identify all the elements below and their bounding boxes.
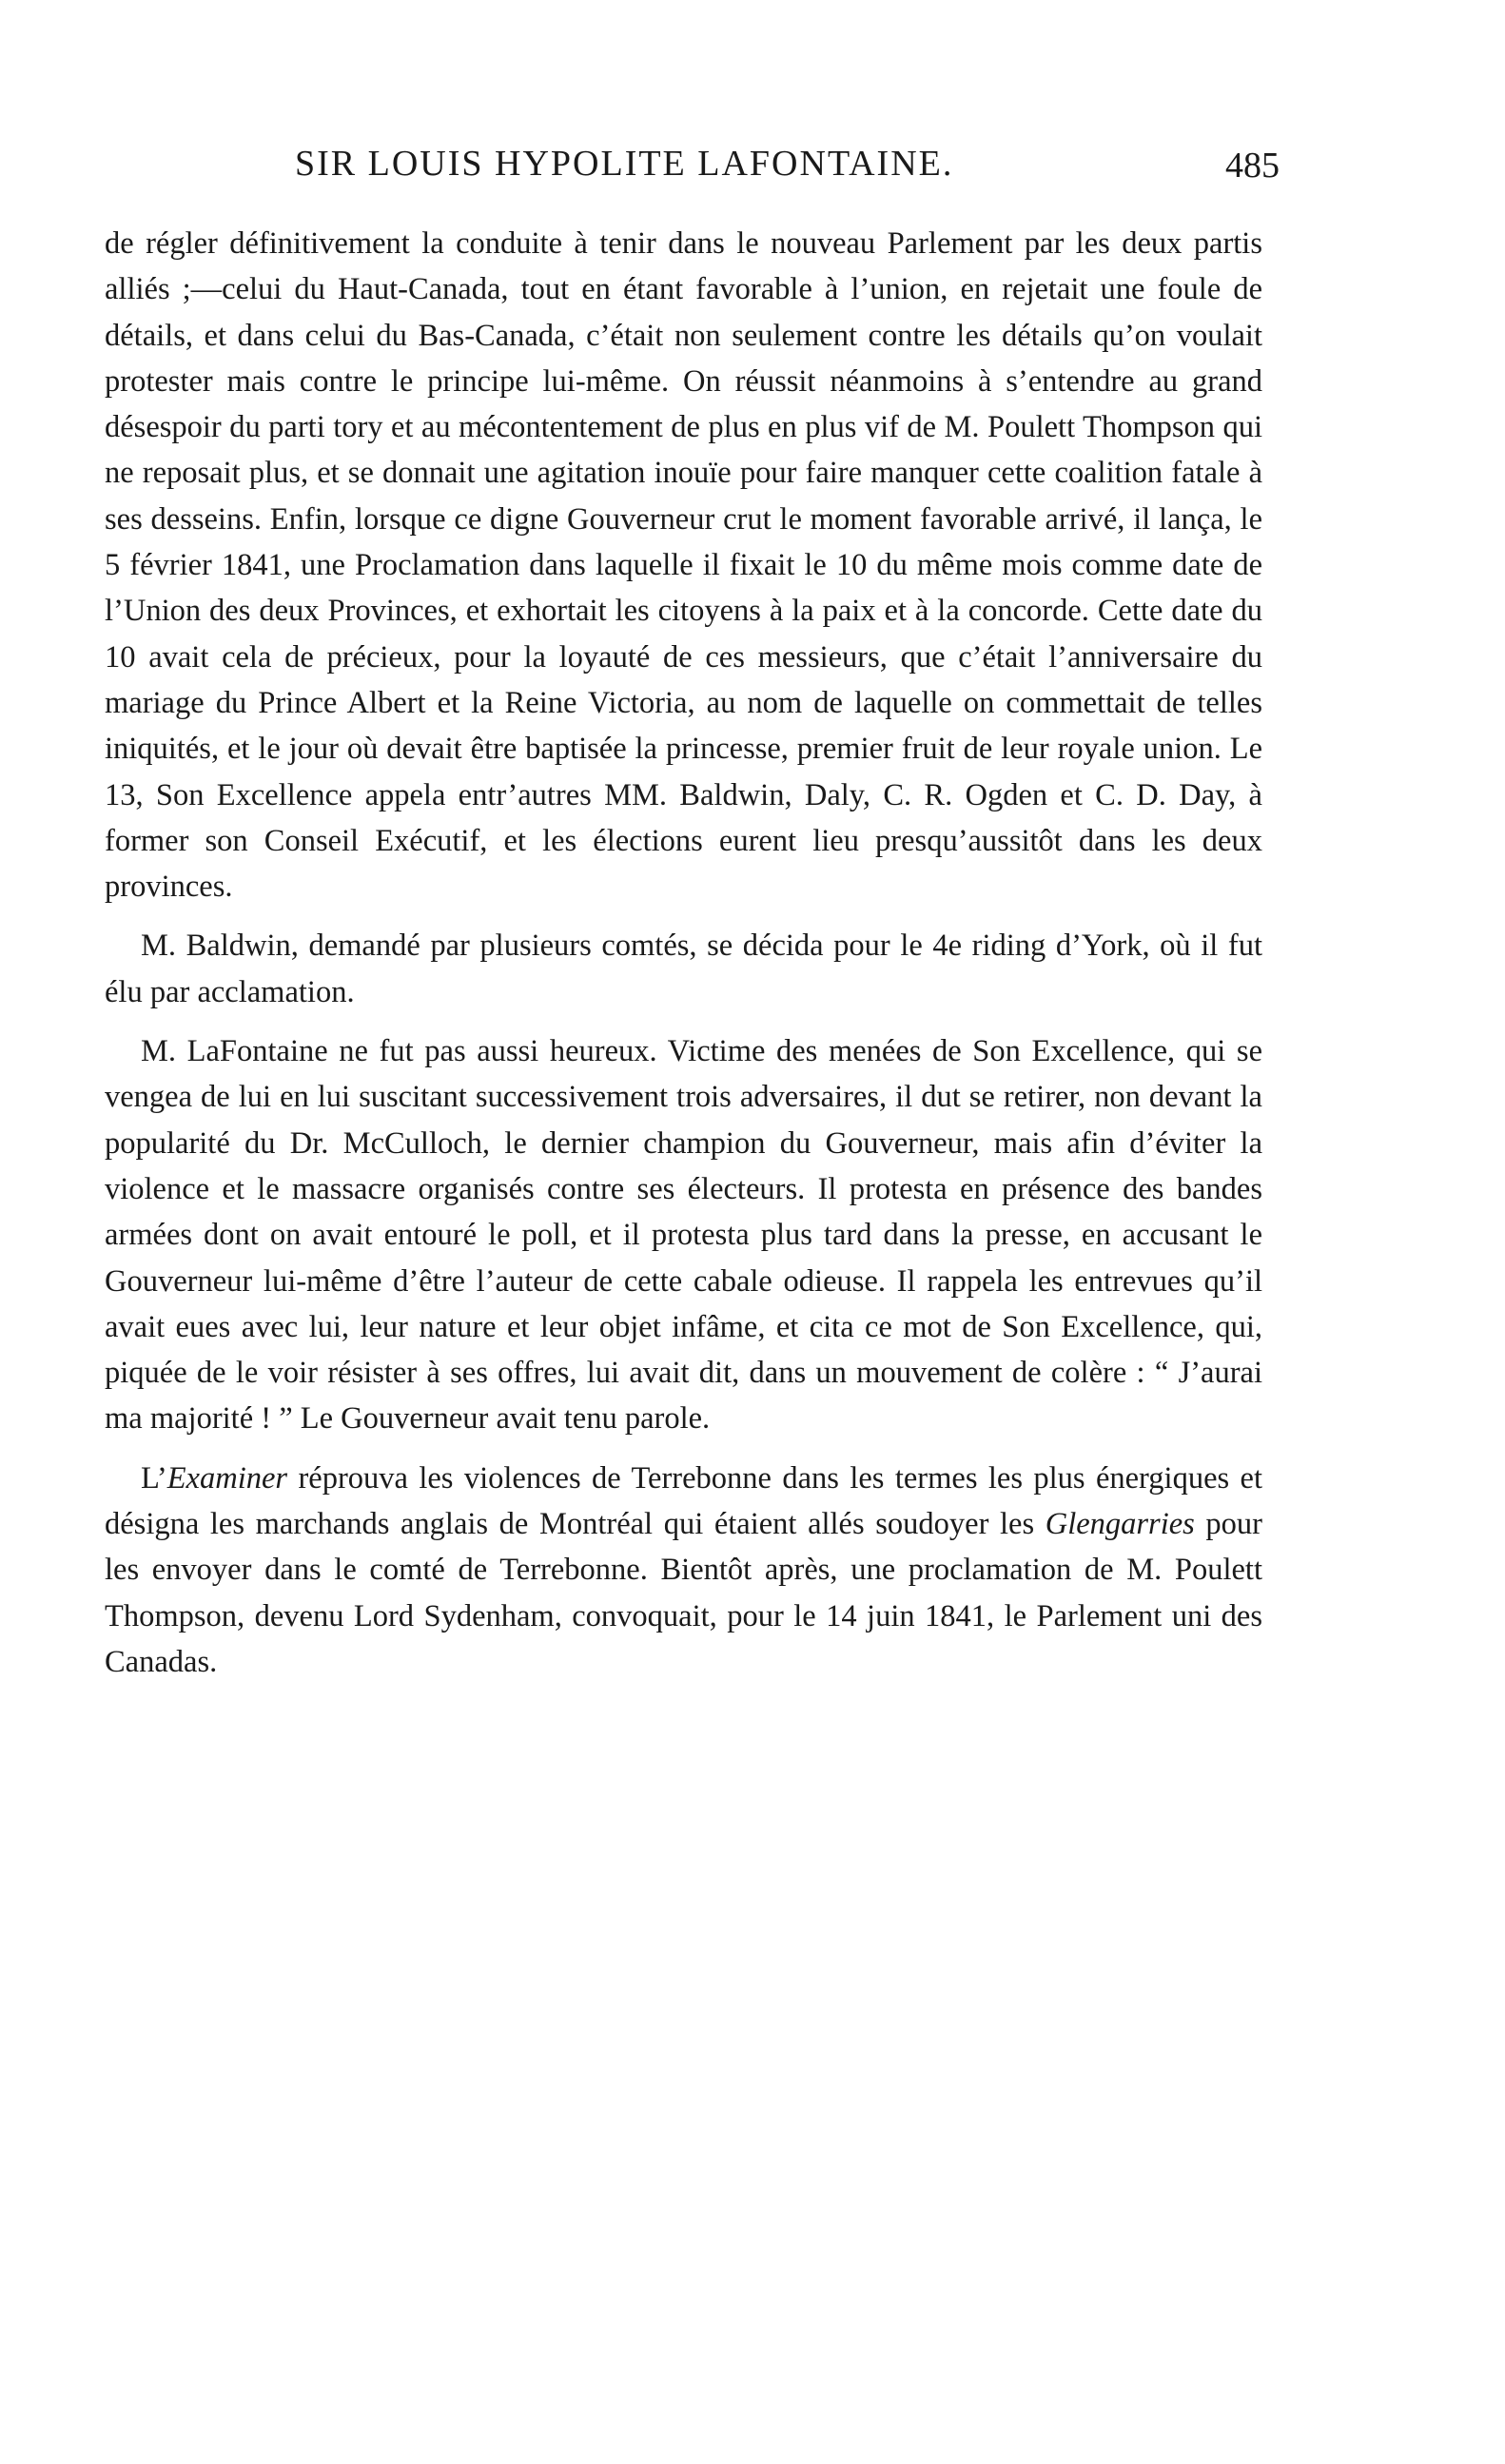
examiner-text-1: réprouva les violences de Terrebonne dans les termes les plus énergiques et désigna les marchands anglais de Montréal qui étaient allés soudoyer les (105, 1460, 1262, 1542)
paragraph-examiner (105, 1456, 1262, 1685)
body-text (105, 221, 1262, 1685)
examiner-text-2: pour les envoyer dans le comté de Terrebonne. Bientôt après, une proclamation de M. Poulett Thompson, devenu Lord Sydenham, convoquait, pour le 14 juin 1841, le Parlement uni des Canadas. (105, 1507, 1262, 1679)
examiner-title: Examiner (166, 1460, 288, 1496)
examiner-prefix: L’ (141, 1460, 167, 1496)
paragraph-lafontaine: M. LaFontaine ne fut pas aussi heureux. Victime des menées de Son Excellence, qui se vengea de lui en lui suscitant successivement trois adversaires, il dut se retirer, non devant la popularité du Dr. McCulloch, le dernier champion du Gouverneur, mais afin d’éviter la violence et le massacre organisés contre ses électeurs. Il protesta en présence des bandes armées dont on avait entouré le poll, et il protesta plus tard dans la presse, en accusant le Gouverneur lui-même d’être l’auteur de cette cabale odieuse. Il rappela les entrevues qu’il avait eues avec lui, leur nature et leur objet infâme, et cita ce mot de Son Excellence, qui, piquée de le voir résister à ses offres, lui avait dit, dans un mouvement de colère : “ J’aurai ma majorité ! ” Le Gouverneur avait tenu parole. (105, 1034, 1262, 1437)
page-header (105, 143, 1280, 200)
paragraph-continued: de régler définitivement la conduite à tenir dans le nouveau Parlement par les deux partis alliés ;—celui du Haut-Canada, tout en étant favorable à l’union, en rejetait une foule de détails, et dans celui du Bas-Canada, c’était non seulement contre les détails qu’on voulait protester mais contre le principe lui-même. On réussit néanmoins à s’entendre au grand désespoir du parti tory et au mécontentement de plus en plus vif de M. Poulett Thompson qui ne reposait plus, et se donnait une agitation inouïe pour faire manquer cette coalition fatale à ses desseins. Enfin, lorsque ce digne Gouverneur crut le moment favorable arrivé, il lança, le 5 février 1841, une Proclamation dans laquelle il fixait le 10 du même mois comme date de l’Union des deux Provinces, et exhortait les citoyens à la paix et à la concorde. Cette date du 10 avait cela de précieux, pour la loyauté de ces messieurs, que c’était l’anniversaire du mariage du Prince Albert et la Reine Victoria, au nom de laquelle on commettait de telles iniquités, et le jour où devait être baptisée la princesse, premier fruit de leur royale union. Le 13, Son Excellence appela entr’autres MM. Baldwin, Daly, C. R. Ogden et C. D. Day, à former son Conseil Exécutif, et les élections eurent lieu presqu’aussitôt dans les deux provinces. (105, 226, 1262, 905)
glengarries-term: Glengarries (1045, 1507, 1195, 1542)
page-number: 485 (1225, 146, 1280, 186)
paragraph-baldwin: M. Baldwin, demandé par plusieurs comtés, se décida pour le 4e riding d’York, où il fut élu par acclamation. (105, 929, 1262, 1009)
running-title: SIR LOUIS HYPOLITE LAFONTAINE. (295, 144, 954, 184)
